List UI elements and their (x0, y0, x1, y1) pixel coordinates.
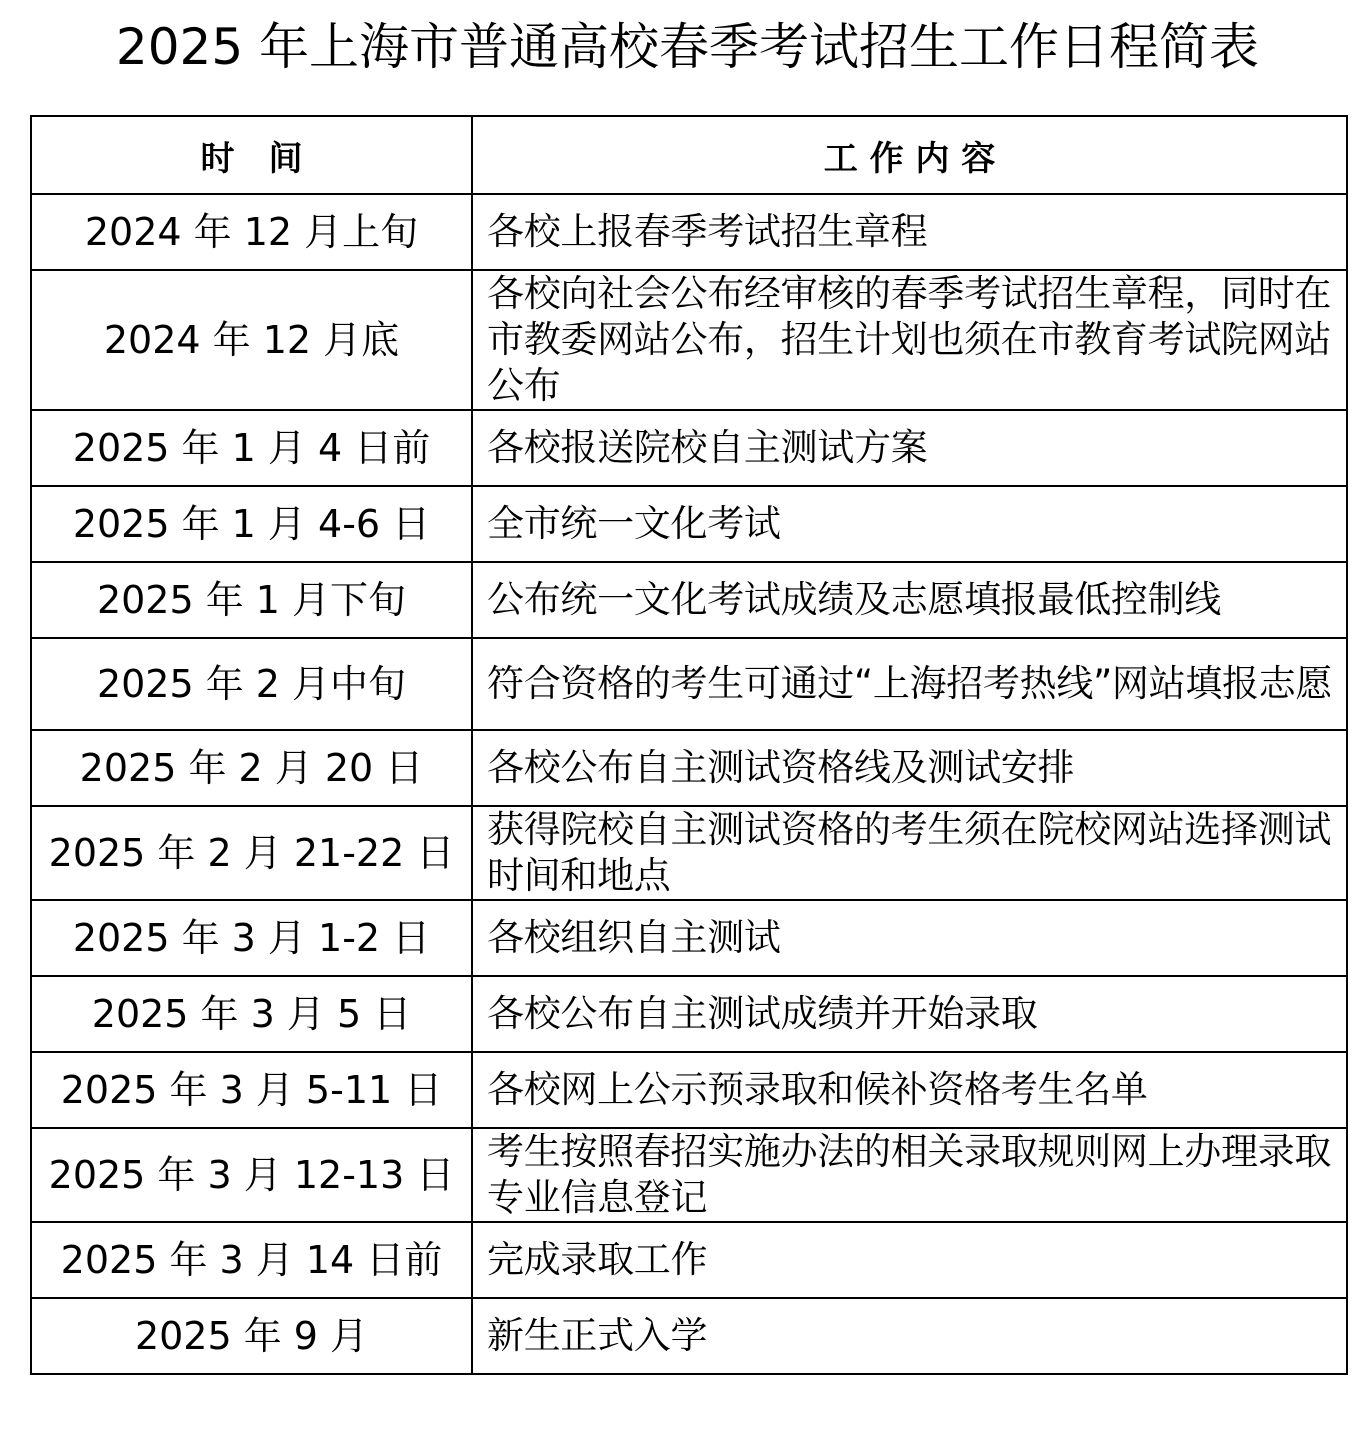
table-row (31, 1128, 1347, 1222)
column-header-time: 时 间 (31, 116, 472, 194)
table-row (31, 1298, 1347, 1374)
table-row (31, 1052, 1347, 1128)
table-row (31, 900, 1347, 976)
work-cell: 各校上报春季考试招生章程 (472, 194, 1347, 270)
time-cell: 2025 年 2 月 20 日 (31, 730, 472, 806)
schedule-table (30, 115, 1348, 1375)
time-cell: 2025 年 3 月 14 日前 (31, 1222, 472, 1298)
time-cell: 2025 年 9 月 (31, 1298, 472, 1374)
work-cell: 考生按照春招实施办法的相关录取规则网上办理录取专业信息登记 (472, 1128, 1347, 1222)
table-row (31, 410, 1347, 486)
table-row (31, 730, 1347, 806)
time-cell: 2025 年 1 月 4-6 日 (31, 486, 472, 562)
time-cell: 2025 年 2 月中旬 (31, 638, 472, 730)
table-row (31, 806, 1347, 900)
page-title: 2025 年上海市普通高校春季考试招生工作日程简表 (115, 18, 1260, 76)
work-cell: 新生正式入学 (472, 1298, 1347, 1374)
time-cell: 2025 年 1 月 4 日前 (31, 410, 472, 486)
time-cell: 2025 年 3 月 5 日 (31, 976, 472, 1052)
work-cell: 各校向社会公布经审核的春季考试招生章程，同时在市教委网站公布，招生计划也须在市教育考试院网站公布 (472, 270, 1347, 410)
table-row (31, 1222, 1347, 1298)
work-cell: 各校网上公示预录取和候补资格考生名单 (472, 1052, 1347, 1128)
work-cell: 各校公布自主测试成绩并开始录取 (472, 976, 1347, 1052)
column-header-work: 工 作 内 容 (472, 116, 1347, 194)
time-cell: 2024 年 12 月上旬 (31, 194, 472, 270)
work-cell: 全市统一文化考试 (472, 486, 1347, 562)
work-cell: 完成录取工作 (472, 1222, 1347, 1298)
work-cell: 获得院校自主测试资格的考生须在院校网站选择测试时间和地点 (472, 806, 1347, 900)
table-row (31, 270, 1347, 410)
table-header-row (31, 116, 1347, 194)
time-cell: 2025 年 3 月 12-13 日 (31, 1128, 472, 1222)
table-row (31, 638, 1347, 730)
time-cell: 2025 年 1 月下旬 (31, 562, 472, 638)
table-row (31, 562, 1347, 638)
work-cell: 符合资格的考生可通过“上海招考热线”网站填报志愿 (472, 638, 1347, 730)
time-cell: 2025 年 3 月 1-2 日 (31, 900, 472, 976)
table-row (31, 486, 1347, 562)
work-cell: 各校报送院校自主测试方案 (472, 410, 1347, 486)
work-cell: 公布统一文化考试成绩及志愿填报最低控制线 (472, 562, 1347, 638)
work-cell: 各校公布自主测试资格线及测试安排 (472, 730, 1347, 806)
table-row (31, 976, 1347, 1052)
table-row (31, 194, 1347, 270)
time-cell: 2025 年 3 月 5-11 日 (31, 1052, 472, 1128)
time-cell: 2024 年 12 月底 (31, 270, 472, 410)
work-cell: 各校组织自主测试 (472, 900, 1347, 976)
time-cell: 2025 年 2 月 21-22 日 (31, 806, 472, 900)
